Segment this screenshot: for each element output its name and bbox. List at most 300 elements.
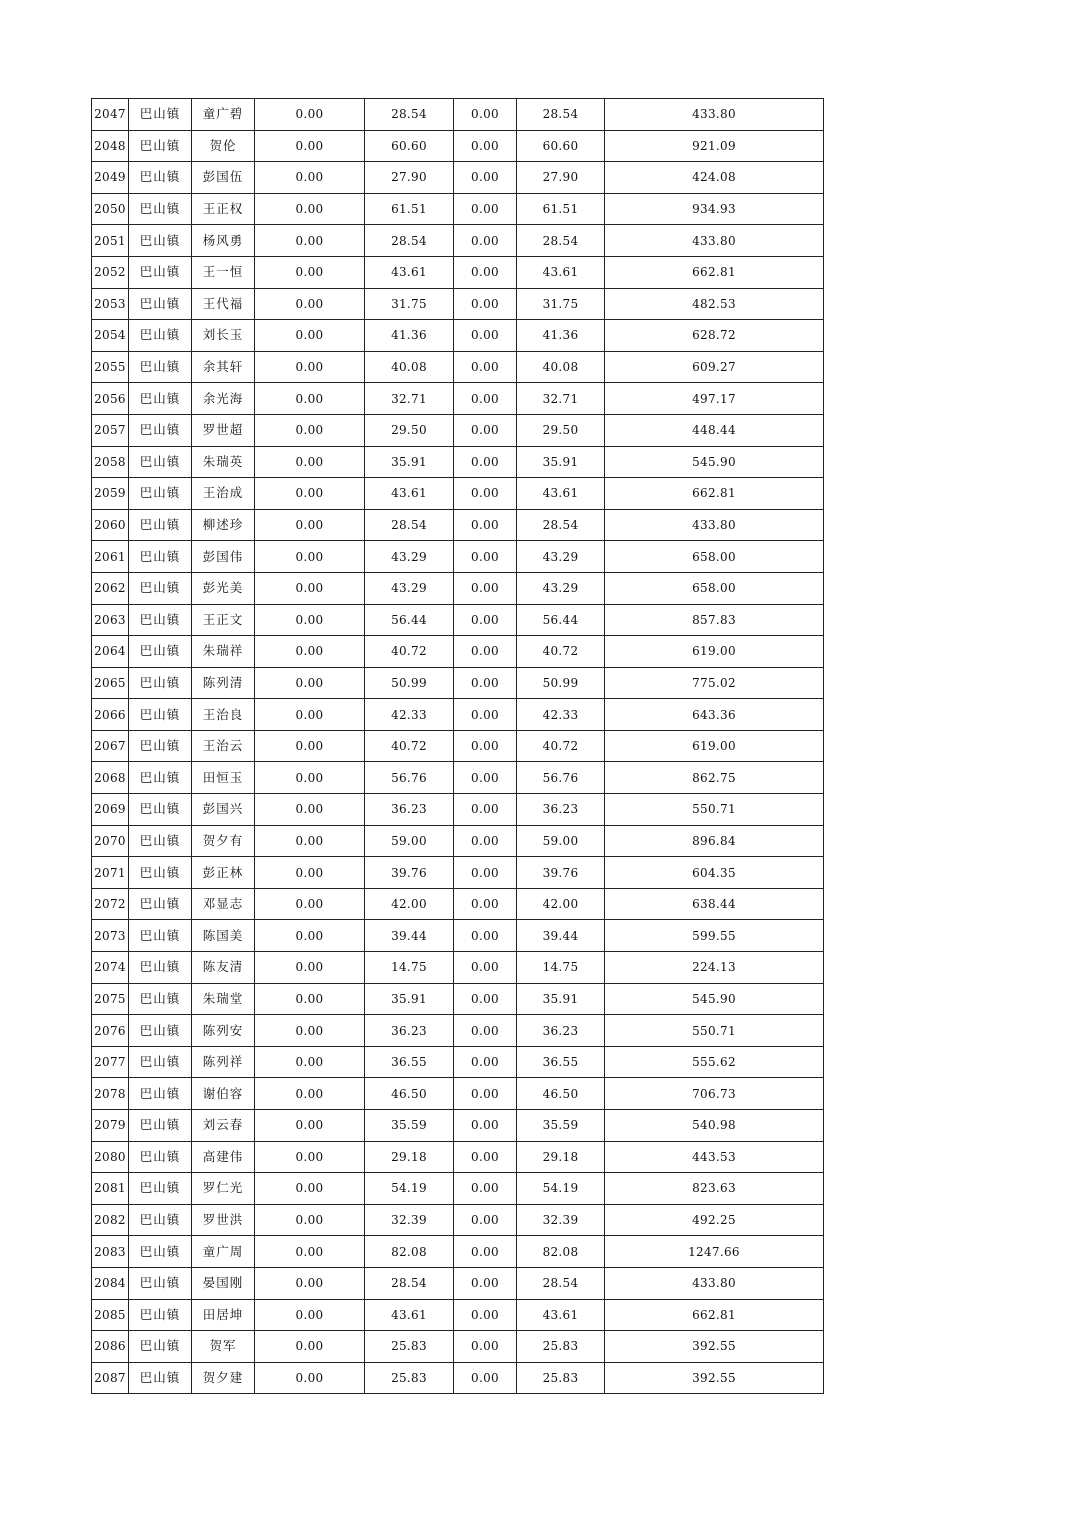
row-index-cell: 2076 bbox=[92, 1015, 129, 1047]
town-cell: 巴山镇 bbox=[129, 478, 192, 510]
value-d-cell: 31.75 bbox=[517, 288, 605, 320]
value-a-cell: 0.00 bbox=[255, 541, 365, 573]
name-cell: 田恒玉 bbox=[192, 762, 255, 794]
value-c-cell: 0.00 bbox=[454, 572, 517, 604]
town-cell: 巴山镇 bbox=[129, 162, 192, 194]
value-b-cell: 60.60 bbox=[365, 130, 454, 162]
amount-cell: 433.80 bbox=[605, 99, 824, 131]
name-cell: 贺军 bbox=[192, 1331, 255, 1363]
value-c-cell: 0.00 bbox=[454, 952, 517, 984]
value-c-cell: 0.00 bbox=[454, 825, 517, 857]
value-b-cell: 56.44 bbox=[365, 604, 454, 636]
value-d-cell: 56.76 bbox=[517, 762, 605, 794]
table-row bbox=[92, 920, 824, 952]
row-index-cell: 2050 bbox=[92, 193, 129, 225]
amount-cell: 628.72 bbox=[605, 320, 824, 352]
value-b-cell: 43.29 bbox=[365, 572, 454, 604]
town-cell: 巴山镇 bbox=[129, 509, 192, 541]
value-d-cell: 25.83 bbox=[517, 1331, 605, 1363]
table-row bbox=[92, 1015, 824, 1047]
value-a-cell: 0.00 bbox=[255, 256, 365, 288]
town-cell: 巴山镇 bbox=[129, 1236, 192, 1268]
value-b-cell: 32.71 bbox=[365, 383, 454, 415]
town-cell: 巴山镇 bbox=[129, 351, 192, 383]
town-cell: 巴山镇 bbox=[129, 1015, 192, 1047]
value-b-cell: 39.44 bbox=[365, 920, 454, 952]
value-a-cell: 0.00 bbox=[255, 99, 365, 131]
town-cell: 巴山镇 bbox=[129, 288, 192, 320]
amount-cell: 662.81 bbox=[605, 478, 824, 510]
name-cell: 王治云 bbox=[192, 730, 255, 762]
table-row bbox=[92, 857, 824, 889]
value-b-cell: 40.72 bbox=[365, 636, 454, 668]
value-a-cell: 0.00 bbox=[255, 1299, 365, 1331]
row-index-cell: 2049 bbox=[92, 162, 129, 194]
value-d-cell: 82.08 bbox=[517, 1236, 605, 1268]
value-d-cell: 32.39 bbox=[517, 1204, 605, 1236]
table-row bbox=[92, 699, 824, 731]
value-c-cell: 0.00 bbox=[454, 762, 517, 794]
value-b-cell: 42.00 bbox=[365, 888, 454, 920]
table-row bbox=[92, 130, 824, 162]
name-cell: 彭光美 bbox=[192, 572, 255, 604]
name-cell: 陈友清 bbox=[192, 952, 255, 984]
row-index-cell: 2058 bbox=[92, 446, 129, 478]
amount-cell: 638.44 bbox=[605, 888, 824, 920]
value-b-cell: 25.83 bbox=[365, 1362, 454, 1394]
value-b-cell: 42.33 bbox=[365, 699, 454, 731]
value-b-cell: 39.76 bbox=[365, 857, 454, 889]
table-row bbox=[92, 478, 824, 510]
amount-cell: 619.00 bbox=[605, 730, 824, 762]
table-row bbox=[92, 1110, 824, 1142]
row-index-cell: 2062 bbox=[92, 572, 129, 604]
row-index-cell: 2061 bbox=[92, 541, 129, 573]
value-b-cell: 43.61 bbox=[365, 256, 454, 288]
row-index-cell: 2080 bbox=[92, 1141, 129, 1173]
value-a-cell: 0.00 bbox=[255, 130, 365, 162]
row-index-cell: 2047 bbox=[92, 99, 129, 131]
town-cell: 巴山镇 bbox=[129, 983, 192, 1015]
amount-cell: 896.84 bbox=[605, 825, 824, 857]
town-cell: 巴山镇 bbox=[129, 1141, 192, 1173]
value-b-cell: 40.08 bbox=[365, 351, 454, 383]
table-row bbox=[92, 888, 824, 920]
value-d-cell: 46.50 bbox=[517, 1078, 605, 1110]
row-index-cell: 2074 bbox=[92, 952, 129, 984]
value-c-cell: 0.00 bbox=[454, 225, 517, 257]
value-c-cell: 0.00 bbox=[454, 983, 517, 1015]
value-b-cell: 14.75 bbox=[365, 952, 454, 984]
name-cell: 罗仁光 bbox=[192, 1173, 255, 1205]
value-d-cell: 40.72 bbox=[517, 636, 605, 668]
amount-cell: 482.53 bbox=[605, 288, 824, 320]
table-row bbox=[92, 983, 824, 1015]
table-row bbox=[92, 414, 824, 446]
table-row bbox=[92, 794, 824, 826]
value-d-cell: 56.44 bbox=[517, 604, 605, 636]
town-cell: 巴山镇 bbox=[129, 1299, 192, 1331]
value-c-cell: 0.00 bbox=[454, 636, 517, 668]
value-a-cell: 0.00 bbox=[255, 1331, 365, 1363]
value-b-cell: 28.54 bbox=[365, 1267, 454, 1299]
table-row bbox=[92, 1141, 824, 1173]
value-b-cell: 27.90 bbox=[365, 162, 454, 194]
town-cell: 巴山镇 bbox=[129, 193, 192, 225]
table-row bbox=[92, 1078, 824, 1110]
value-c-cell: 0.00 bbox=[454, 730, 517, 762]
amount-cell: 433.80 bbox=[605, 1267, 824, 1299]
row-index-cell: 2079 bbox=[92, 1110, 129, 1142]
value-d-cell: 59.00 bbox=[517, 825, 605, 857]
name-cell: 彭国兴 bbox=[192, 794, 255, 826]
value-c-cell: 0.00 bbox=[454, 604, 517, 636]
value-d-cell: 29.50 bbox=[517, 414, 605, 446]
value-a-cell: 0.00 bbox=[255, 288, 365, 320]
amount-cell: 497.17 bbox=[605, 383, 824, 415]
value-c-cell: 0.00 bbox=[454, 794, 517, 826]
name-cell: 王正权 bbox=[192, 193, 255, 225]
name-cell: 贺夕有 bbox=[192, 825, 255, 857]
name-cell: 柳述珍 bbox=[192, 509, 255, 541]
row-index-cell: 2060 bbox=[92, 509, 129, 541]
value-d-cell: 36.23 bbox=[517, 794, 605, 826]
value-c-cell: 0.00 bbox=[454, 162, 517, 194]
name-cell: 陈列祥 bbox=[192, 1046, 255, 1078]
value-c-cell: 0.00 bbox=[454, 351, 517, 383]
value-a-cell: 0.00 bbox=[255, 1362, 365, 1394]
amount-cell: 424.08 bbox=[605, 162, 824, 194]
row-index-cell: 2051 bbox=[92, 225, 129, 257]
name-cell: 贺夕建 bbox=[192, 1362, 255, 1394]
row-index-cell: 2064 bbox=[92, 636, 129, 668]
amount-cell: 823.63 bbox=[605, 1173, 824, 1205]
value-b-cell: 43.29 bbox=[365, 541, 454, 573]
amount-cell: 775.02 bbox=[605, 667, 824, 699]
table-row bbox=[92, 193, 824, 225]
row-index-cell: 2083 bbox=[92, 1236, 129, 1268]
name-cell: 朱瑞英 bbox=[192, 446, 255, 478]
name-cell: 高建伟 bbox=[192, 1141, 255, 1173]
value-b-cell: 29.50 bbox=[365, 414, 454, 446]
row-index-cell: 2048 bbox=[92, 130, 129, 162]
row-index-cell: 2082 bbox=[92, 1204, 129, 1236]
table-row bbox=[92, 1204, 824, 1236]
amount-cell: 604.35 bbox=[605, 857, 824, 889]
value-d-cell: 36.55 bbox=[517, 1046, 605, 1078]
value-a-cell: 0.00 bbox=[255, 983, 365, 1015]
value-d-cell: 35.91 bbox=[517, 446, 605, 478]
row-index-cell: 2068 bbox=[92, 762, 129, 794]
value-c-cell: 0.00 bbox=[454, 288, 517, 320]
name-cell: 余光海 bbox=[192, 383, 255, 415]
value-c-cell: 0.00 bbox=[454, 1046, 517, 1078]
town-cell: 巴山镇 bbox=[129, 225, 192, 257]
table-row bbox=[92, 762, 824, 794]
town-cell: 巴山镇 bbox=[129, 952, 192, 984]
value-d-cell: 39.44 bbox=[517, 920, 605, 952]
table-row bbox=[92, 541, 824, 573]
value-d-cell: 43.29 bbox=[517, 572, 605, 604]
name-cell: 彭国伍 bbox=[192, 162, 255, 194]
value-c-cell: 0.00 bbox=[454, 1110, 517, 1142]
table-row bbox=[92, 446, 824, 478]
town-cell: 巴山镇 bbox=[129, 920, 192, 952]
row-index-cell: 2053 bbox=[92, 288, 129, 320]
value-d-cell: 60.60 bbox=[517, 130, 605, 162]
name-cell: 罗世超 bbox=[192, 414, 255, 446]
value-b-cell: 54.19 bbox=[365, 1173, 454, 1205]
value-a-cell: 0.00 bbox=[255, 825, 365, 857]
name-cell: 刘长玉 bbox=[192, 320, 255, 352]
row-index-cell: 2072 bbox=[92, 888, 129, 920]
value-b-cell: 56.76 bbox=[365, 762, 454, 794]
value-d-cell: 28.54 bbox=[517, 509, 605, 541]
name-cell: 陈国美 bbox=[192, 920, 255, 952]
value-a-cell: 0.00 bbox=[255, 193, 365, 225]
town-cell: 巴山镇 bbox=[129, 1204, 192, 1236]
town-cell: 巴山镇 bbox=[129, 572, 192, 604]
name-cell: 谢伯容 bbox=[192, 1078, 255, 1110]
name-cell: 余其轩 bbox=[192, 351, 255, 383]
value-a-cell: 0.00 bbox=[255, 1046, 365, 1078]
table-row bbox=[92, 604, 824, 636]
name-cell: 王正文 bbox=[192, 604, 255, 636]
value-c-cell: 0.00 bbox=[454, 130, 517, 162]
row-index-cell: 2059 bbox=[92, 478, 129, 510]
town-cell: 巴山镇 bbox=[129, 794, 192, 826]
value-a-cell: 0.00 bbox=[255, 446, 365, 478]
value-a-cell: 0.00 bbox=[255, 572, 365, 604]
name-cell: 王治良 bbox=[192, 699, 255, 731]
value-c-cell: 0.00 bbox=[454, 446, 517, 478]
town-cell: 巴山镇 bbox=[129, 888, 192, 920]
value-b-cell: 28.54 bbox=[365, 225, 454, 257]
value-c-cell: 0.00 bbox=[454, 320, 517, 352]
table-row bbox=[92, 1267, 824, 1299]
value-d-cell: 43.29 bbox=[517, 541, 605, 573]
value-c-cell: 0.00 bbox=[454, 1267, 517, 1299]
amount-cell: 492.25 bbox=[605, 1204, 824, 1236]
amount-cell: 433.80 bbox=[605, 509, 824, 541]
table-row bbox=[92, 320, 824, 352]
row-index-cell: 2084 bbox=[92, 1267, 129, 1299]
value-d-cell: 36.23 bbox=[517, 1015, 605, 1047]
town-cell: 巴山镇 bbox=[129, 1078, 192, 1110]
value-a-cell: 0.00 bbox=[255, 414, 365, 446]
value-c-cell: 0.00 bbox=[454, 920, 517, 952]
town-cell: 巴山镇 bbox=[129, 730, 192, 762]
value-a-cell: 0.00 bbox=[255, 636, 365, 668]
table-row bbox=[92, 952, 824, 984]
value-d-cell: 32.71 bbox=[517, 383, 605, 415]
value-d-cell: 43.61 bbox=[517, 1299, 605, 1331]
value-d-cell: 35.91 bbox=[517, 983, 605, 1015]
town-cell: 巴山镇 bbox=[129, 256, 192, 288]
town-cell: 巴山镇 bbox=[129, 130, 192, 162]
table-row bbox=[92, 1331, 824, 1363]
value-d-cell: 35.59 bbox=[517, 1110, 605, 1142]
value-a-cell: 0.00 bbox=[255, 699, 365, 731]
value-b-cell: 46.50 bbox=[365, 1078, 454, 1110]
town-cell: 巴山镇 bbox=[129, 1331, 192, 1363]
row-index-cell: 2057 bbox=[92, 414, 129, 446]
table-row bbox=[92, 162, 824, 194]
value-c-cell: 0.00 bbox=[454, 1331, 517, 1363]
value-a-cell: 0.00 bbox=[255, 667, 365, 699]
name-cell: 贺伦 bbox=[192, 130, 255, 162]
value-c-cell: 0.00 bbox=[454, 509, 517, 541]
name-cell: 陈列清 bbox=[192, 667, 255, 699]
value-b-cell: 43.61 bbox=[365, 478, 454, 510]
value-c-cell: 0.00 bbox=[454, 1173, 517, 1205]
value-b-cell: 36.55 bbox=[365, 1046, 454, 1078]
value-a-cell: 0.00 bbox=[255, 162, 365, 194]
name-cell: 童广碧 bbox=[192, 99, 255, 131]
name-cell: 刘云春 bbox=[192, 1110, 255, 1142]
table-row bbox=[92, 383, 824, 415]
value-c-cell: 0.00 bbox=[454, 667, 517, 699]
table-row bbox=[92, 1046, 824, 1078]
value-a-cell: 0.00 bbox=[255, 225, 365, 257]
amount-cell: 934.93 bbox=[605, 193, 824, 225]
value-c-cell: 0.00 bbox=[454, 1299, 517, 1331]
value-a-cell: 0.00 bbox=[255, 320, 365, 352]
value-d-cell: 61.51 bbox=[517, 193, 605, 225]
amount-cell: 1247.66 bbox=[605, 1236, 824, 1268]
row-index-cell: 2065 bbox=[92, 667, 129, 699]
value-c-cell: 0.00 bbox=[454, 888, 517, 920]
value-c-cell: 0.00 bbox=[454, 1362, 517, 1394]
value-d-cell: 40.72 bbox=[517, 730, 605, 762]
amount-cell: 550.71 bbox=[605, 794, 824, 826]
name-cell: 朱瑞堂 bbox=[192, 983, 255, 1015]
value-b-cell: 59.00 bbox=[365, 825, 454, 857]
amount-cell: 540.98 bbox=[605, 1110, 824, 1142]
town-cell: 巴山镇 bbox=[129, 383, 192, 415]
amount-cell: 443.53 bbox=[605, 1141, 824, 1173]
value-a-cell: 0.00 bbox=[255, 920, 365, 952]
value-c-cell: 0.00 bbox=[454, 414, 517, 446]
row-index-cell: 2078 bbox=[92, 1078, 129, 1110]
town-cell: 巴山镇 bbox=[129, 667, 192, 699]
value-a-cell: 0.00 bbox=[255, 1236, 365, 1268]
table-row bbox=[92, 730, 824, 762]
name-cell: 彭国伟 bbox=[192, 541, 255, 573]
row-index-cell: 2066 bbox=[92, 699, 129, 731]
town-cell: 巴山镇 bbox=[129, 699, 192, 731]
value-d-cell: 14.75 bbox=[517, 952, 605, 984]
amount-cell: 706.73 bbox=[605, 1078, 824, 1110]
row-index-cell: 2086 bbox=[92, 1331, 129, 1363]
row-index-cell: 2073 bbox=[92, 920, 129, 952]
table-row bbox=[92, 509, 824, 541]
value-a-cell: 0.00 bbox=[255, 1015, 365, 1047]
value-c-cell: 0.00 bbox=[454, 1078, 517, 1110]
row-index-cell: 2085 bbox=[92, 1299, 129, 1331]
table-row bbox=[92, 572, 824, 604]
value-c-cell: 0.00 bbox=[454, 699, 517, 731]
row-index-cell: 2055 bbox=[92, 351, 129, 383]
value-c-cell: 0.00 bbox=[454, 1204, 517, 1236]
amount-cell: 609.27 bbox=[605, 351, 824, 383]
town-cell: 巴山镇 bbox=[129, 1046, 192, 1078]
town-cell: 巴山镇 bbox=[129, 1110, 192, 1142]
row-index-cell: 2052 bbox=[92, 256, 129, 288]
town-cell: 巴山镇 bbox=[129, 604, 192, 636]
town-cell: 巴山镇 bbox=[129, 1173, 192, 1205]
amount-cell: 658.00 bbox=[605, 541, 824, 573]
amount-cell: 555.62 bbox=[605, 1046, 824, 1078]
town-cell: 巴山镇 bbox=[129, 320, 192, 352]
amount-cell: 545.90 bbox=[605, 983, 824, 1015]
amount-cell: 433.80 bbox=[605, 225, 824, 257]
row-index-cell: 2075 bbox=[92, 983, 129, 1015]
name-cell: 童广周 bbox=[192, 1236, 255, 1268]
name-cell: 王治成 bbox=[192, 478, 255, 510]
value-d-cell: 39.76 bbox=[517, 857, 605, 889]
row-index-cell: 2063 bbox=[92, 604, 129, 636]
name-cell: 田居坤 bbox=[192, 1299, 255, 1331]
amount-cell: 599.55 bbox=[605, 920, 824, 952]
value-b-cell: 35.91 bbox=[365, 983, 454, 1015]
value-b-cell: 36.23 bbox=[365, 794, 454, 826]
value-d-cell: 42.33 bbox=[517, 699, 605, 731]
value-b-cell: 35.59 bbox=[365, 1110, 454, 1142]
value-b-cell: 28.54 bbox=[365, 509, 454, 541]
value-b-cell: 41.36 bbox=[365, 320, 454, 352]
value-c-cell: 0.00 bbox=[454, 857, 517, 889]
amount-cell: 619.00 bbox=[605, 636, 824, 668]
town-cell: 巴山镇 bbox=[129, 1362, 192, 1394]
value-c-cell: 0.00 bbox=[454, 478, 517, 510]
table-row bbox=[92, 825, 824, 857]
value-a-cell: 0.00 bbox=[255, 383, 365, 415]
amount-cell: 658.00 bbox=[605, 572, 824, 604]
table-row bbox=[92, 636, 824, 668]
value-a-cell: 0.00 bbox=[255, 1173, 365, 1205]
amount-cell: 662.81 bbox=[605, 256, 824, 288]
amount-cell: 662.81 bbox=[605, 1299, 824, 1331]
value-a-cell: 0.00 bbox=[255, 1141, 365, 1173]
value-d-cell: 42.00 bbox=[517, 888, 605, 920]
value-b-cell: 82.08 bbox=[365, 1236, 454, 1268]
value-b-cell: 28.54 bbox=[365, 99, 454, 131]
name-cell: 朱瑞祥 bbox=[192, 636, 255, 668]
value-a-cell: 0.00 bbox=[255, 509, 365, 541]
table-row bbox=[92, 225, 824, 257]
value-d-cell: 28.54 bbox=[517, 1267, 605, 1299]
town-cell: 巴山镇 bbox=[129, 636, 192, 668]
value-d-cell: 28.54 bbox=[517, 99, 605, 131]
value-a-cell: 0.00 bbox=[255, 1110, 365, 1142]
value-a-cell: 0.00 bbox=[255, 351, 365, 383]
amount-cell: 392.55 bbox=[605, 1362, 824, 1394]
value-a-cell: 0.00 bbox=[255, 794, 365, 826]
name-cell: 邓显志 bbox=[192, 888, 255, 920]
table-row bbox=[92, 99, 824, 131]
town-cell: 巴山镇 bbox=[129, 414, 192, 446]
row-index-cell: 2070 bbox=[92, 825, 129, 857]
town-cell: 巴山镇 bbox=[129, 446, 192, 478]
value-c-cell: 0.00 bbox=[454, 193, 517, 225]
amount-cell: 392.55 bbox=[605, 1331, 824, 1363]
table-body bbox=[92, 99, 824, 1394]
value-d-cell: 25.83 bbox=[517, 1362, 605, 1394]
value-c-cell: 0.00 bbox=[454, 1236, 517, 1268]
name-cell: 王代福 bbox=[192, 288, 255, 320]
value-a-cell: 0.00 bbox=[255, 762, 365, 794]
